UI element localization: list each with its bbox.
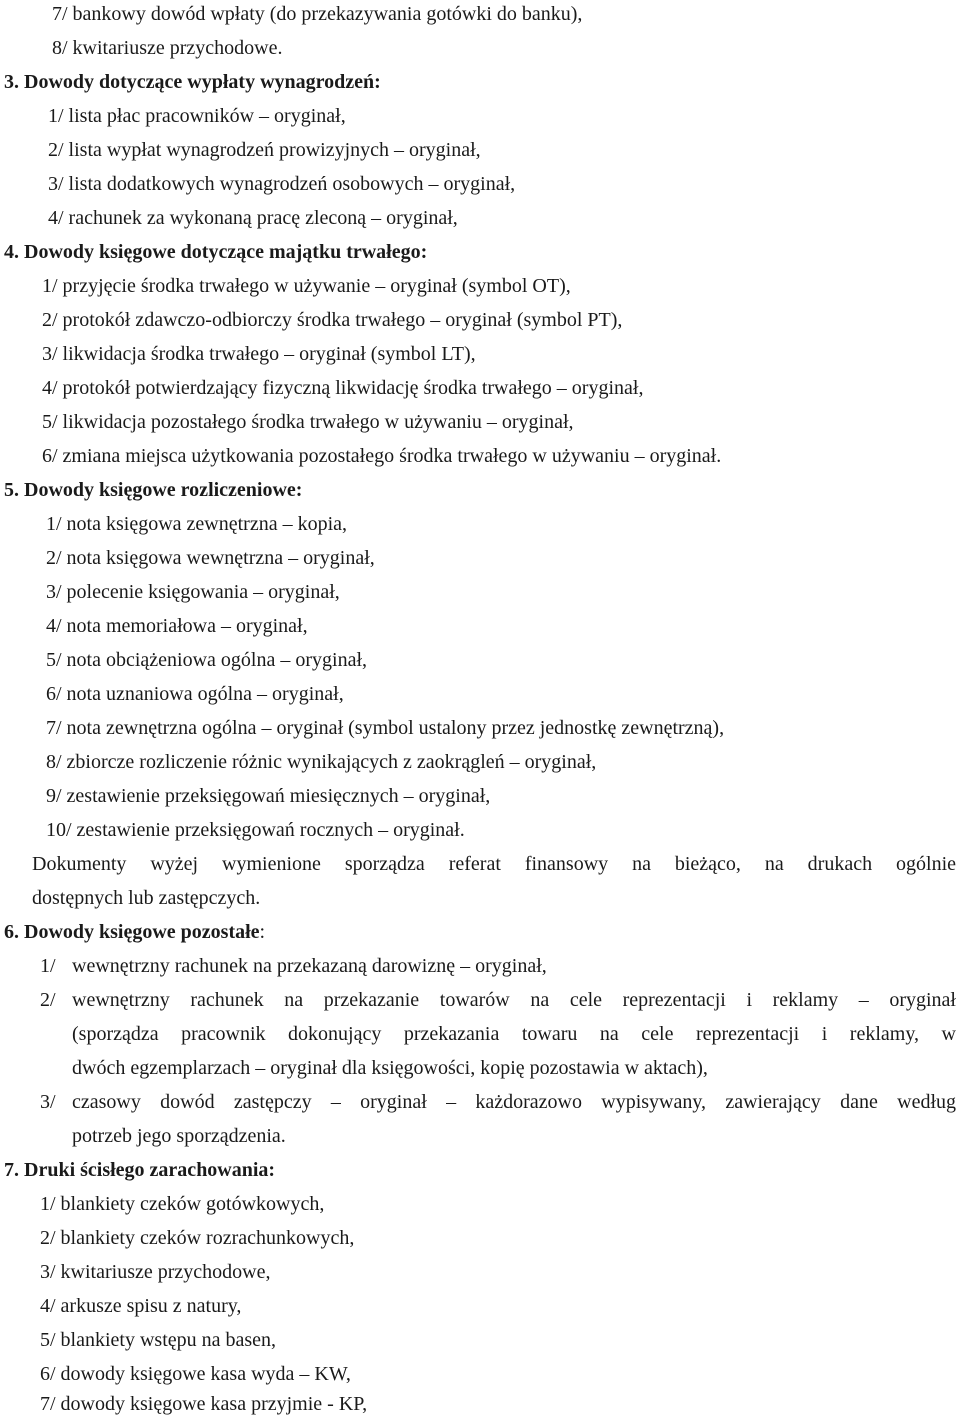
section-heading-6 xyxy=(4,920,265,944)
list-item: 4/ arkusze spisu z natury, xyxy=(40,1295,242,1317)
list-item: wewnętrzny rachunek na przekazaną darowiznę – oryginał, xyxy=(72,955,547,977)
list-item: 2/ lista wypłat wynagrodzeń prowizyjnych – oryginał, xyxy=(48,139,481,161)
list-item: 1/ nota księgowa zewnętrzna – kopia, xyxy=(46,513,348,535)
list-item: 1/ przyjęcie środka trwałego w używanie – oryginał (symbol OT), xyxy=(42,275,571,297)
list-item: 3/ polecenie księgowania – oryginał, xyxy=(46,581,340,603)
list-item: 5/ likwidacja pozostałego środka trwałego w używaniu – oryginał, xyxy=(42,411,574,433)
note-paragraph-line: dostępnych lub zastępczych. xyxy=(32,887,261,909)
list-item: 7/ bankowy dowód wpłaty (do przekazywania gotówki do banku), xyxy=(52,3,583,25)
list-item-number: 3/ xyxy=(40,1091,56,1113)
list-item: 7/ dowody księgowe kasa przyjmie - KP, xyxy=(40,1393,368,1415)
section-heading-7: 7. Druki ścisłego zarachowania: xyxy=(4,1159,276,1181)
list-item: 3/ lista dodatkowych wynagrodzeń osobowych – oryginał, xyxy=(48,173,516,195)
list-item-continuation: (sporządza pracownik dokonujący przekazania towaru na cele reprezentacji i reklamy, w xyxy=(72,1023,956,1045)
list-item: 3/ kwitariusze przychodowe, xyxy=(40,1261,271,1283)
note-paragraph-line: Dokumenty wyżej wymienione sporządza referat finansowy na bieżąco, na drukach ogólnie xyxy=(32,853,956,875)
list-item: 7/ nota zewnętrzna ogólna – oryginał (symbol ustalony przez jednostkę zewnętrzną), xyxy=(46,717,725,739)
list-item: 5/ blankiety wstępu na basen, xyxy=(40,1329,277,1351)
section-heading-3: 3. Dowody dotyczące wypłaty wynagrodzeń: xyxy=(4,71,381,93)
section-heading-4: 4. Dowody księgowe dotyczące majątku trwałego: xyxy=(4,241,428,263)
section-heading-6-colon: : xyxy=(259,921,266,943)
section-heading-5: 5. Dowody księgowe rozliczeniowe: xyxy=(4,479,303,501)
list-item: 2/ blankiety czeków rozrachunkowych, xyxy=(40,1227,355,1249)
section-heading-6-text: 6. Dowody księgowe pozostałe xyxy=(4,921,260,943)
list-item: 4/ rachunek za wykonaną pracę zleconą – oryginał, xyxy=(48,207,458,229)
list-item: 6/ dowody księgowe kasa wyda – KW, xyxy=(40,1363,351,1385)
list-item: czasowy dowód zastępczy – oryginał – każdorazowo wypisywany, zawierający dane według xyxy=(72,1091,956,1113)
list-item: 2/ nota księgowa wewnętrzna – oryginał, xyxy=(46,547,375,569)
list-item: 1/ lista płac pracowników – oryginał, xyxy=(48,105,346,127)
list-item-number: 2/ xyxy=(40,989,56,1011)
list-item: 10/ zestawienie przeksięgowań rocznych – oryginał. xyxy=(46,819,465,841)
list-item: 8/ zbiorcze rozliczenie różnic wynikających z zaokrągleń – oryginał, xyxy=(46,751,597,773)
list-item-continuation: potrzeb jego sporządzenia. xyxy=(72,1125,286,1147)
list-item: wewnętrzny rachunek na przekazanie towarów na cele reprezentacji i reklamy – oryginał xyxy=(72,989,956,1011)
list-item: 8/ kwitariusze przychodowe. xyxy=(52,37,283,59)
list-item: 6/ zmiana miejsca użytkowania pozostałego środka trwałego w używaniu – oryginał. xyxy=(42,445,722,467)
list-item: 5/ nota obciążeniowa ogólna – oryginał, xyxy=(46,649,368,671)
list-item: 6/ nota uznaniowa ogólna – oryginał, xyxy=(46,683,344,705)
list-item-continuation: dwóch egzemplarzach – oryginał dla księgowości, kopię pozostawia w aktach), xyxy=(72,1057,708,1079)
list-item: 9/ zestawienie przeksięgowań miesięcznych – oryginał, xyxy=(46,785,491,807)
list-item: 4/ nota memoriałowa – oryginał, xyxy=(46,615,308,637)
list-item: 1/ blankiety czeków gotówkowych, xyxy=(40,1193,325,1215)
list-item: 3/ likwidacja środka trwałego – oryginał (symbol LT), xyxy=(42,343,476,365)
list-item: 2/ protokół zdawczo-odbiorczy środka trwałego – oryginał (symbol PT), xyxy=(42,309,623,331)
list-item: 4/ protokół potwierdzający fizyczną likwidację środka trwałego – oryginał, xyxy=(42,377,644,399)
list-item-number: 1/ xyxy=(40,955,56,977)
